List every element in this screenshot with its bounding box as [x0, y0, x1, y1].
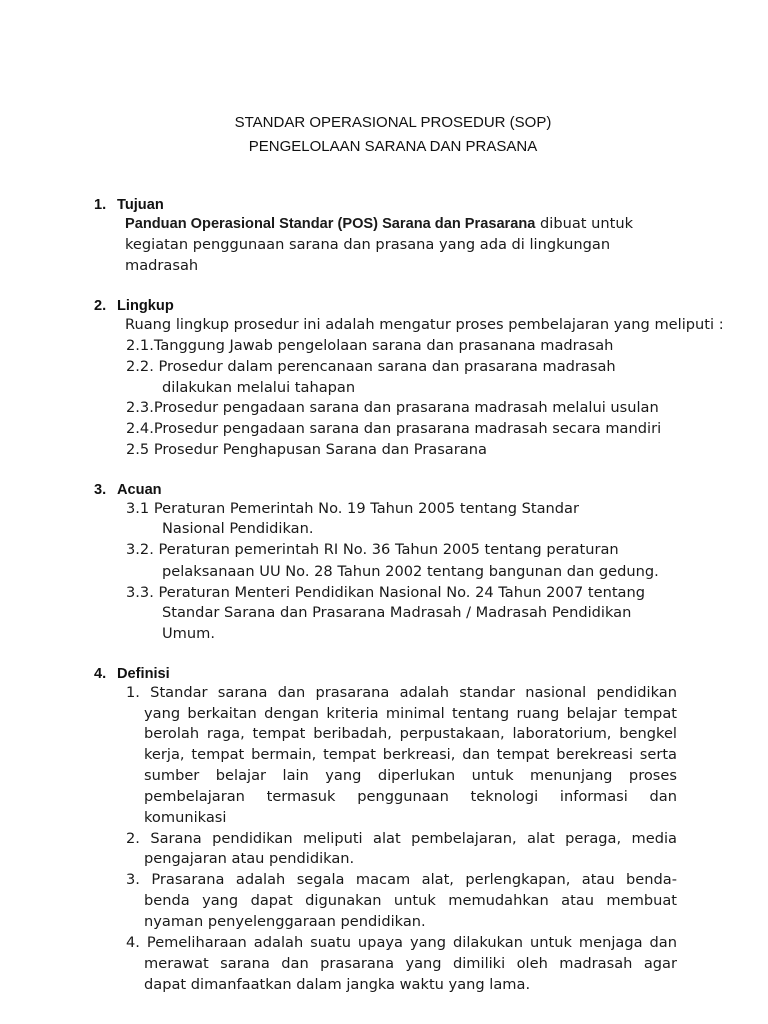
acuan-item-3-2-cont: pelaksanaan UU No. 28 Tahun 2002 tentang bangunan dan gedung. — [162, 563, 659, 580]
acuan-item-3-3-cont-1: Standar Sarana dan Prasarana Madrasah / Madrasah Pendidikan — [162, 604, 632, 621]
definisi-2-line-1: 2. Sarana pendidikan meliputi alat pembelajaran, alat peraga, media — [126, 830, 677, 847]
definisi-4-line-3: dapat dimanfaatkan dalam jangka waktu yang lama. — [144, 976, 531, 993]
tujuan-line-1-rest: dibuat untuk — [535, 215, 634, 232]
lingkup-item-2-2-cont: dilakukan melalui tahapan — [162, 379, 356, 396]
definisi-1-line-6: pembelajaran termasuk penggunaan teknologi informasi dan — [144, 788, 677, 805]
definisi-1-line-5: sumber belajar lain yang diperlukan untuk menunjang proses — [144, 767, 677, 784]
section-title: Acuan — [117, 482, 162, 498]
document-title-line-2: PENGELOLAAN SARANA DAN PRASANA — [248, 138, 538, 155]
definisi-3-line-3: nyaman penyelenggaraan pendidikan. — [144, 913, 426, 930]
acuan-item-3-3: 3.3. Peraturan Menteri Pendidikan Nasional No. 24 Tahun 2007 tentang — [126, 584, 646, 601]
section-title: Tujuan — [117, 197, 164, 213]
definisi-4-line-2: merawat sarana dan prasarana yang dimiliki oleh madrasah agar — [144, 955, 677, 972]
section-number: 1. — [94, 197, 107, 213]
section-number: 4. — [94, 666, 107, 682]
acuan-item-3-1-cont: Nasional Pendidikan. — [162, 520, 314, 537]
section-title: Lingkup — [117, 298, 174, 314]
section-number: 2. — [94, 298, 107, 314]
section-number: 3. — [94, 482, 107, 498]
tujuan-line-1 — [125, 215, 633, 232]
definisi-1-line-2: yang berkaitan dengan kriteria minimal tentang ruang belajar tempat — [144, 705, 677, 722]
definisi-1-line-7: komunikasi — [144, 809, 227, 826]
definisi-1-line-3: berolah raga, tempat beribadah, perpustakaan, laboratorium, bengkel — [144, 725, 677, 742]
lingkup-item-2-3: 2.3.Prosedur pengadaan sarana dan prasarana madrasah melalui usulan — [126, 399, 659, 416]
section-title: Definisi — [117, 666, 170, 682]
definisi-1-line-1: 1. Standar sarana dan prasarana adalah standar nasional pendidikan — [126, 684, 677, 701]
lingkup-intro: Ruang lingkup prosedur ini adalah mengatur proses pembelajaran yang meliputi : — [125, 316, 724, 333]
lingkup-item-2-2: 2.2. Prosedur dalam perencanaan sarana dan prasarana madrasah — [126, 358, 616, 375]
lingkup-item-2-4: 2.4.Prosedur pengadaan sarana dan prasarana madrasah secara mandiri — [126, 420, 662, 437]
definisi-2-line-2: pengajaran atau pendidikan. — [144, 850, 355, 867]
acuan-item-3-1: 3.1 Peraturan Pemerintah No. 19 Tahun 2005 tentang Standar — [126, 500, 579, 517]
section-heading-acuan — [94, 482, 162, 498]
definisi-1-line-4: kerja, tempat bermain, tempat berkreasi, dan tempat berekreasi serta — [144, 746, 677, 763]
lingkup-item-2-5: 2.5 Prosedur Penghapusan Sarana dan Prasarana — [126, 441, 487, 458]
acuan-item-3-3-cont-2: Umum. — [162, 625, 216, 642]
tujuan-line-3: madrasah — [125, 257, 199, 274]
tujuan-line-2: kegiatan penggunaan sarana dan prasana yang ada di lingkungan — [125, 236, 611, 253]
acuan-item-3-2: 3.2. Peraturan pemerintah RI No. 36 Tahun 2005 tentang peraturan — [126, 541, 619, 558]
section-heading-lingkup — [94, 298, 174, 314]
tujuan-bold-lead: Panduan Operasional Standar (POS) Sarana dan Prasarana — [125, 216, 536, 232]
document-title-line-1: STANDAR OPERASIONAL PROSEDUR (SOP) — [234, 114, 552, 131]
section-heading-tujuan — [94, 197, 164, 213]
definisi-3-line-2: benda yang dapat digunakan untuk memudahkan atau membuat — [144, 892, 677, 909]
section-heading-definisi — [94, 666, 170, 682]
lingkup-item-2-1: 2.1.Tanggung Jawab pengelolaan sarana dan prasanana madrasah — [126, 337, 614, 354]
definisi-3-line-1: 3. Prasarana adalah segala macam alat, perlengkapan, atau benda- — [126, 871, 677, 888]
definisi-4-line-1: 4. Pemeliharaan adalah suatu upaya yang dilakukan untuk menjaga dan — [126, 934, 677, 951]
